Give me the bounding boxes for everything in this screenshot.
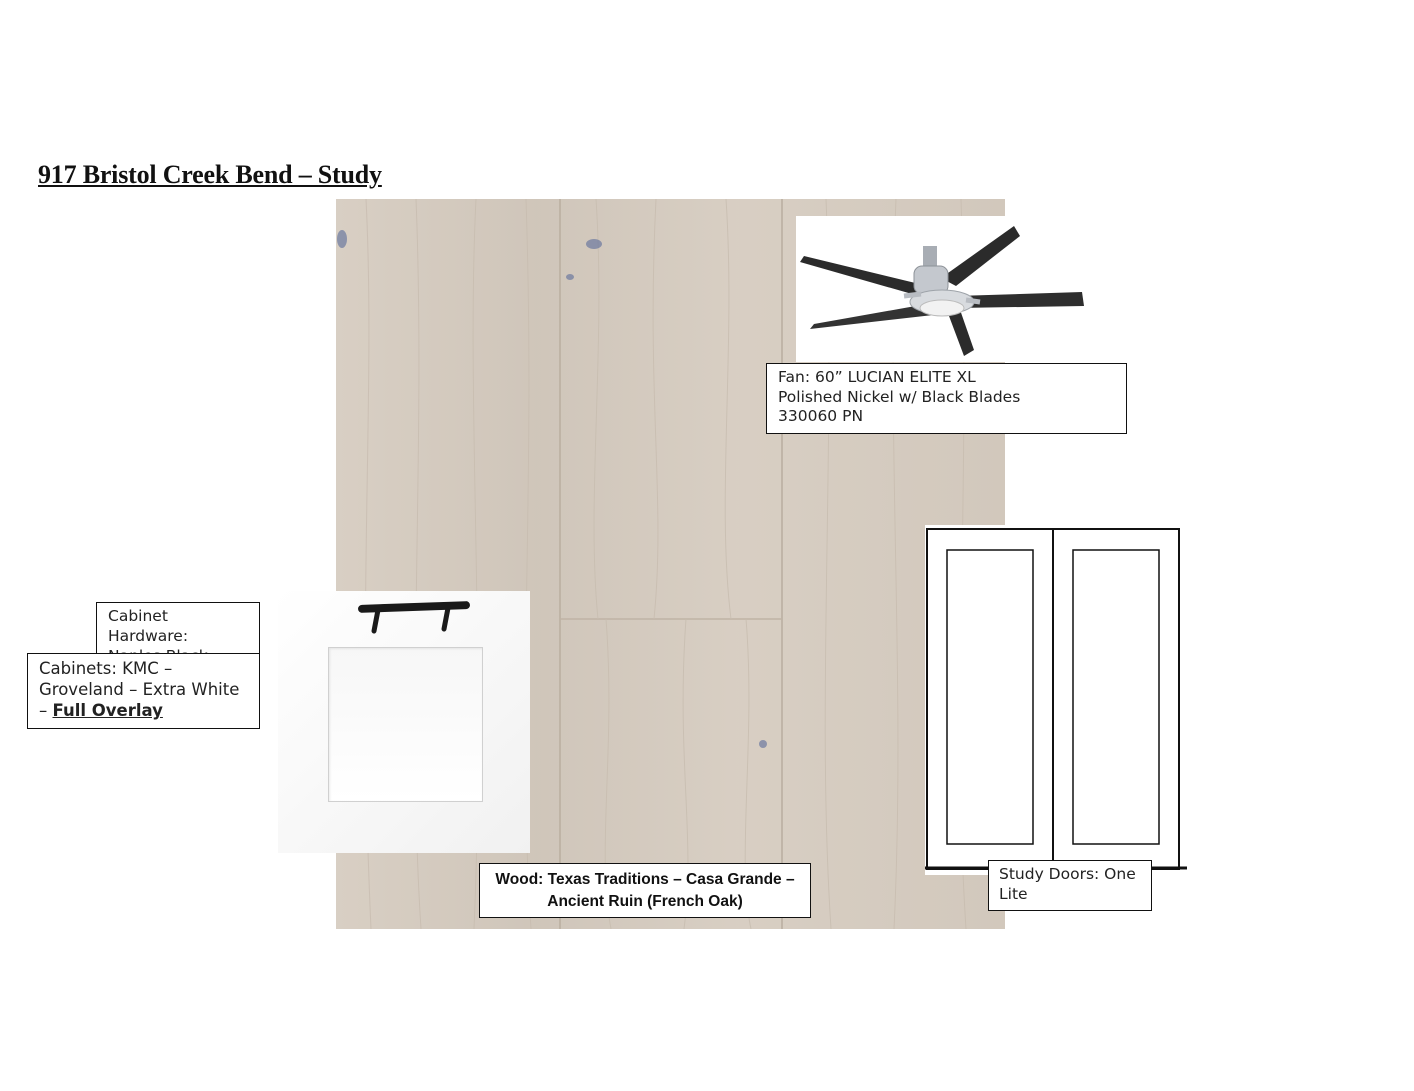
cabinets-line-2: Groveland – Extra White — [39, 680, 240, 699]
fan-spec-label — [766, 363, 1127, 434]
hardware-line-1: Cabinet Hardware: — [108, 607, 189, 645]
wood-line-2: Ancient Ruin (French Oak) — [547, 893, 743, 910]
cabinets-line-3-prefix: – — [39, 701, 53, 720]
study-doors-label — [988, 860, 1152, 911]
cabinets-line-1: Cabinets: KMC – — [39, 659, 173, 678]
cabinets-overlay-emphasis: Full Overlay — [52, 701, 163, 720]
wood-spec-label — [479, 863, 811, 918]
wood-line-1: Wood: Texas Traditions – Casa Grande – — [495, 871, 795, 888]
ceiling-fan-icon — [796, 216, 1096, 362]
fan-spec-line-3: 330060 PN — [778, 407, 864, 425]
fan-spec-line-2: Polished Nickel w/ Black Blades — [778, 387, 1021, 406]
fan-spec-line-1: Fan: 60” LUCIAN ELITE XL — [778, 368, 976, 386]
doors-line-1: Study Doors: One — [999, 865, 1136, 883]
cabinets-label — [27, 653, 260, 729]
study-doors-illustration — [925, 525, 1187, 875]
cabinet-recessed-panel — [328, 647, 483, 802]
double-door-icon — [925, 525, 1187, 875]
page-title: 917 Bristol Creek Bend – Study — [38, 160, 382, 189]
cabinets-line-3 — [39, 700, 248, 721]
cabinet-door-sample — [278, 591, 530, 853]
ceiling-fan-image — [796, 216, 1096, 362]
doors-line-2: Lite — [999, 884, 1028, 903]
cabinet-pull-icon — [278, 591, 530, 651]
cabinet-hardware-label — [96, 602, 260, 654]
